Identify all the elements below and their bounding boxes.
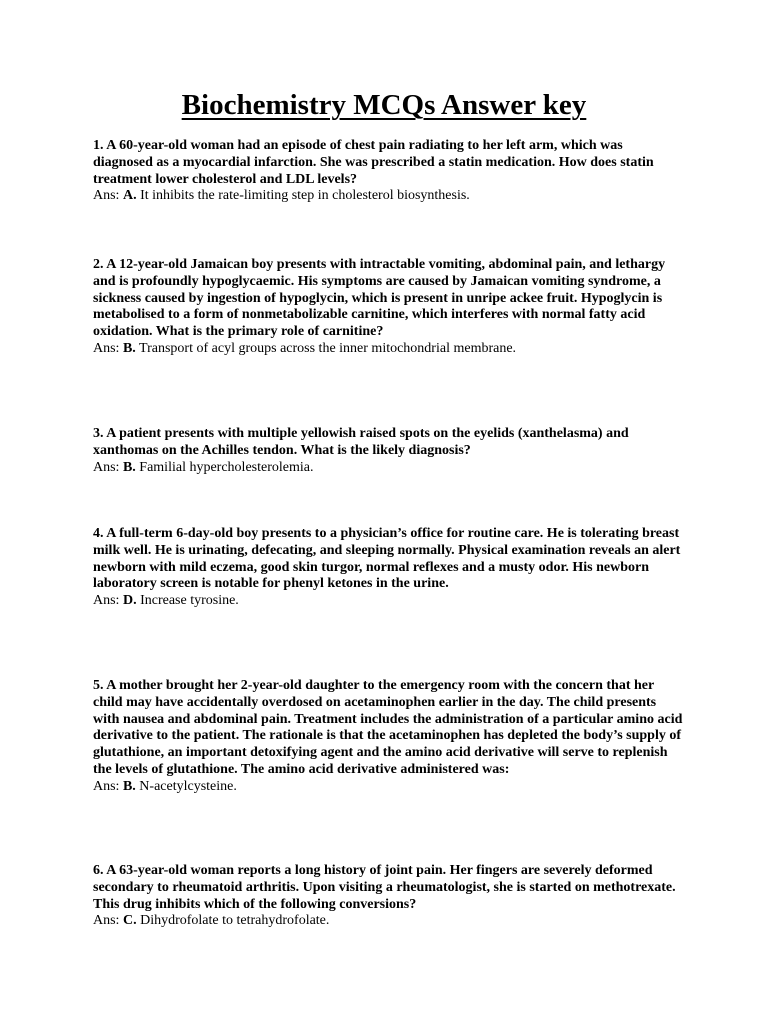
question-block-1: [93, 138, 683, 205]
answer-choice: B.: [122, 459, 136, 475]
answer-prefix: Ans:: [93, 340, 123, 356]
question-block-6: [93, 863, 683, 930]
question-text: 6. A 63-year-old woman reports a long history of joint pain. Her fingers are severely deformed secondary to rheumatoid arthritis. Upon visiting a rheumatologist, she is started on methotrexate. This drug inhibits which of the following conversions?: [93, 863, 676, 912]
question-block-4: [93, 526, 683, 610]
answer-line: [93, 188, 683, 205]
question-block-5: [93, 678, 683, 796]
question-text: 5. A mother brought her 2-year-old daughter to the emergency room with the concern that her child may have accidentally overdosed on acetaminophen earlier in the day. The child presents with nausea and abdominal pain. Treatment includes the administration of a particular amino acid derivative to the patient. The rationale is that the acetaminophen has depleted the body’s supply of glutathione, an important detoxifying agent and the amino acid derivative will serve to replenish the levels of glutathione. The amino acid derivative administered was:: [93, 678, 683, 777]
answer-text: Transport of acyl groups across the inner mitochondrial membrane.: [135, 340, 517, 356]
answer-line: [93, 593, 683, 610]
answer-prefix: Ans:: [93, 188, 123, 204]
answer-text: Dihydrofolate to tetrahydrofolate.: [136, 913, 330, 929]
answer-choice: A.: [122, 188, 137, 204]
answer-line: [93, 460, 683, 477]
answer-choice: B.: [122, 778, 136, 794]
answer-text: It inhibits the rate-limiting step in cholesterol biosynthesis.: [136, 188, 470, 204]
answer-prefix: Ans:: [93, 913, 123, 929]
answer-choice: C.: [122, 913, 137, 929]
answer-text: N-acetylcysteine.: [135, 778, 237, 794]
answer-prefix: Ans:: [93, 593, 123, 609]
answer-prefix: Ans:: [93, 778, 123, 794]
question-text: 3. A patient presents with multiple yellowish raised spots on the eyelids (xanthelasma) and xanthomas on the Achilles tendon. What is the likely diagnosis?: [93, 426, 629, 458]
answer-line: [93, 779, 683, 796]
page-title: Biochemistry MCQs Answer key: [181, 89, 587, 121]
answer-choice: D.: [122, 593, 137, 609]
question-block-2: [93, 257, 683, 358]
answer-line: [93, 341, 683, 358]
answer-prefix: Ans:: [93, 459, 123, 475]
question-text: 1. A 60-year-old woman had an episode of chest pain radiating to her left arm, which was diagnosed as a myocardial infarction. She was prescribed a statin medication. How does statin treatment lower cholesterol and LDL levels?: [93, 138, 654, 187]
answer-text: Familial hypercholesterolemia.: [135, 459, 314, 475]
question-text: 4. A full-term 6-day-old boy presents to a physician’s office for routine care. He is tolerating breast milk well. He is urinating, defecating, and sleeping normally. Physical examination reveals an alert newborn with mild eczema, good skin turgor, normal reflexes and a musty odor. His newborn laboratory screen is notable for phenyl ketones in the urine.: [93, 526, 681, 592]
question-block-3: [93, 426, 683, 476]
answer-line: [93, 913, 683, 930]
answer-choice: B.: [122, 340, 136, 356]
question-text: 2. A 12-year-old Jamaican boy presents with intractable vomiting, abdominal pain, and lethargy and is profoundly hypoglycaemic. His symptoms are caused by Jamaican vomiting syndrome, a sickness caused by ingestion of hypoglycin, which is present in unripe ackee fruit. Hypoglycin is metabolised to a form of nonmetabolizable carnitine, which interferes with normal fatty acid oxidation. What is the primary role of carnitine?: [93, 257, 666, 340]
answer-text: Increase tyrosine.: [136, 593, 239, 609]
